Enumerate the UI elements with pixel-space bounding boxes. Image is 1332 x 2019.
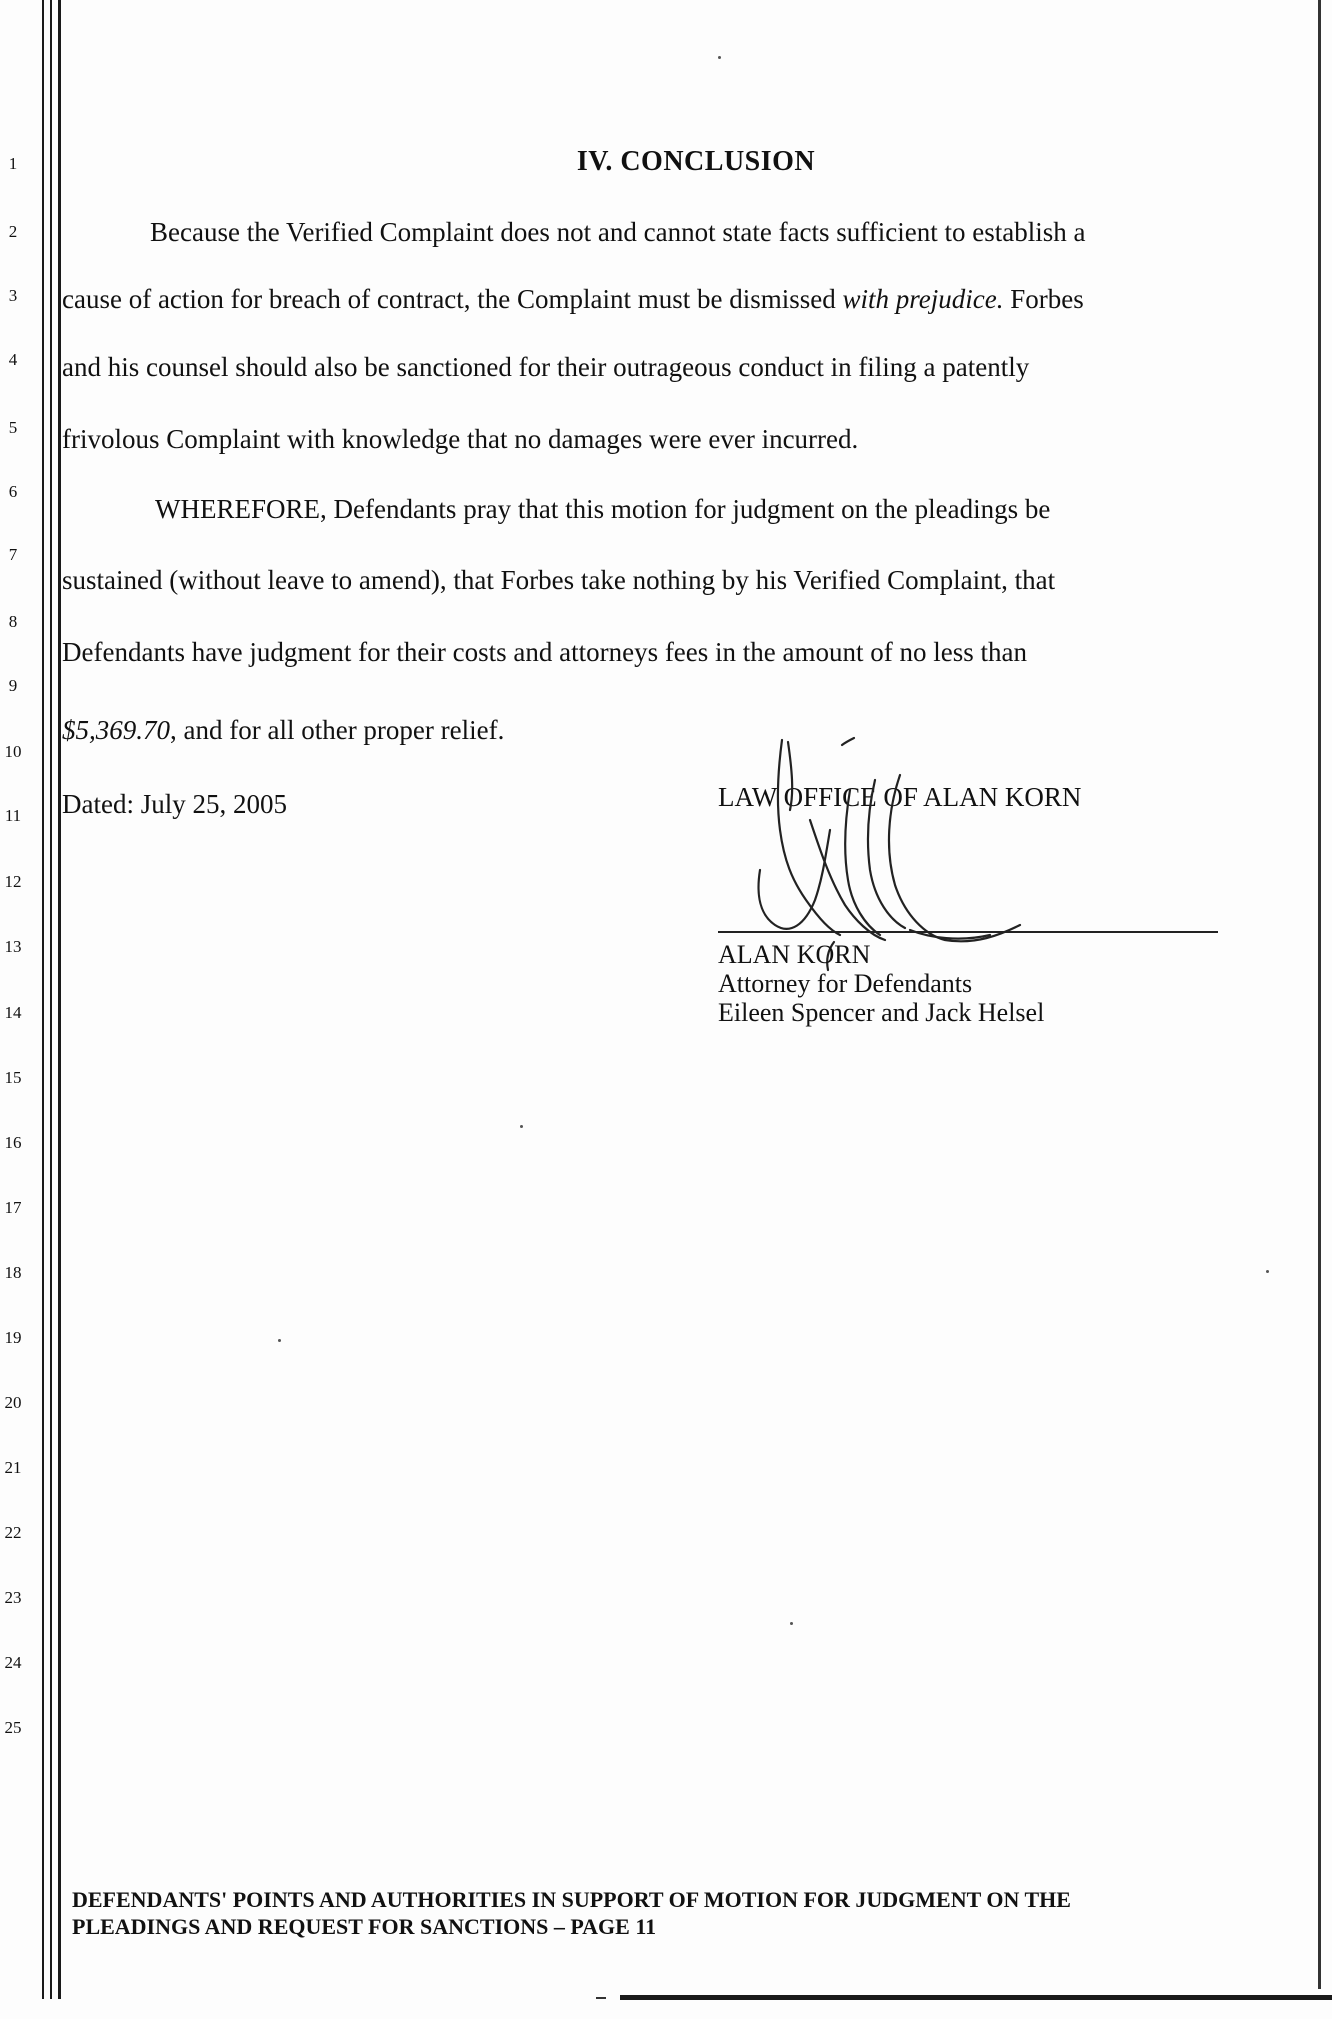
scan-speck xyxy=(790,1622,793,1625)
line-number: 20 xyxy=(4,1393,22,1412)
body-line: cause of action for breach of contract, the Complaint must be dismissed with prejudice. Forbes xyxy=(62,284,1084,314)
bottom-edge-line xyxy=(620,1995,1332,2000)
footer-line-1: DEFENDANTS' POINTS AND AUTHORITIES IN SUPPORT OF MOTION FOR JUDGMENT ON THE xyxy=(72,1887,1071,1912)
line-number: 4 xyxy=(8,350,18,369)
dated-line: Dated: July 25, 2005 xyxy=(62,789,287,819)
body-line: $5,369.70, and for all other proper relief. xyxy=(62,715,505,745)
body-line: sustained (without leave to amend), that Forbes take nothing by his Verified Complaint, that xyxy=(62,565,1056,595)
line-number: 1 xyxy=(8,154,18,173)
margin-rule xyxy=(42,0,44,1999)
line-number: 22 xyxy=(4,1523,22,1542)
line-number: 16 xyxy=(4,1133,22,1152)
line-number: 13 xyxy=(4,937,22,956)
line-number: 10 xyxy=(4,742,22,761)
line-number: 24 xyxy=(4,1653,22,1672)
line-number: 21 xyxy=(4,1458,22,1477)
body-line: Because the Verified Complaint does not and cannot state facts sufficient to establish a xyxy=(150,217,1086,247)
line-number: 3 xyxy=(8,286,18,305)
line-number: 8 xyxy=(8,612,18,631)
line-number: 5 xyxy=(8,418,18,437)
line-number: 19 xyxy=(4,1328,22,1347)
line-number: 9 xyxy=(8,676,18,695)
right-edge-rule xyxy=(1318,0,1321,1989)
line-number: 14 xyxy=(4,1003,22,1022)
line-number: 15 xyxy=(4,1068,22,1087)
bottom-dash xyxy=(596,1997,606,1999)
line-number: 25 xyxy=(4,1718,22,1737)
line-number: 2 xyxy=(8,222,18,241)
margin-rule xyxy=(58,0,61,1999)
line-number: 18 xyxy=(4,1263,22,1282)
line-number: 17 xyxy=(4,1198,22,1217)
line-number: 7 xyxy=(8,545,18,564)
attorney-name: ALAN KORN xyxy=(718,940,871,969)
signature-line xyxy=(718,931,1218,933)
attorney-role: Attorney for Defendants xyxy=(718,969,973,998)
page-footer xyxy=(72,1886,1071,1940)
scan-speck xyxy=(278,1339,281,1342)
body-line: WHEREFORE, Defendants pray that this motion for judgment on the pleadings be xyxy=(155,494,1051,524)
scan-speck xyxy=(520,1125,523,1128)
body-line: and his counsel should also be sanctioned for their outrageous conduct in filing a patently xyxy=(62,352,1030,382)
line-number: 12 xyxy=(4,872,22,891)
attorney-clients: Eileen Spencer and Jack Helsel xyxy=(718,998,1045,1027)
body-line: Defendants have judgment for their costs and attorneys fees in the amount of no less than xyxy=(62,637,1027,667)
line-number: 11 xyxy=(4,806,22,825)
margin-rule xyxy=(50,0,52,1999)
footer-line-2: PLEADINGS AND REQUEST FOR SANCTIONS – PAGE 11 xyxy=(72,1914,657,1939)
line-number: 6 xyxy=(8,482,18,501)
scan-speck xyxy=(718,56,721,59)
scan-speck xyxy=(1266,1270,1269,1273)
line-number: 23 xyxy=(4,1588,22,1607)
body-line: frivolous Complaint with knowledge that no damages were ever incurred. xyxy=(62,424,859,454)
signature-details xyxy=(718,940,1044,1027)
signature-firm: LAW OFFICE OF ALAN KORN xyxy=(718,782,1082,812)
section-heading: IV. CONCLUSION xyxy=(576,146,816,177)
